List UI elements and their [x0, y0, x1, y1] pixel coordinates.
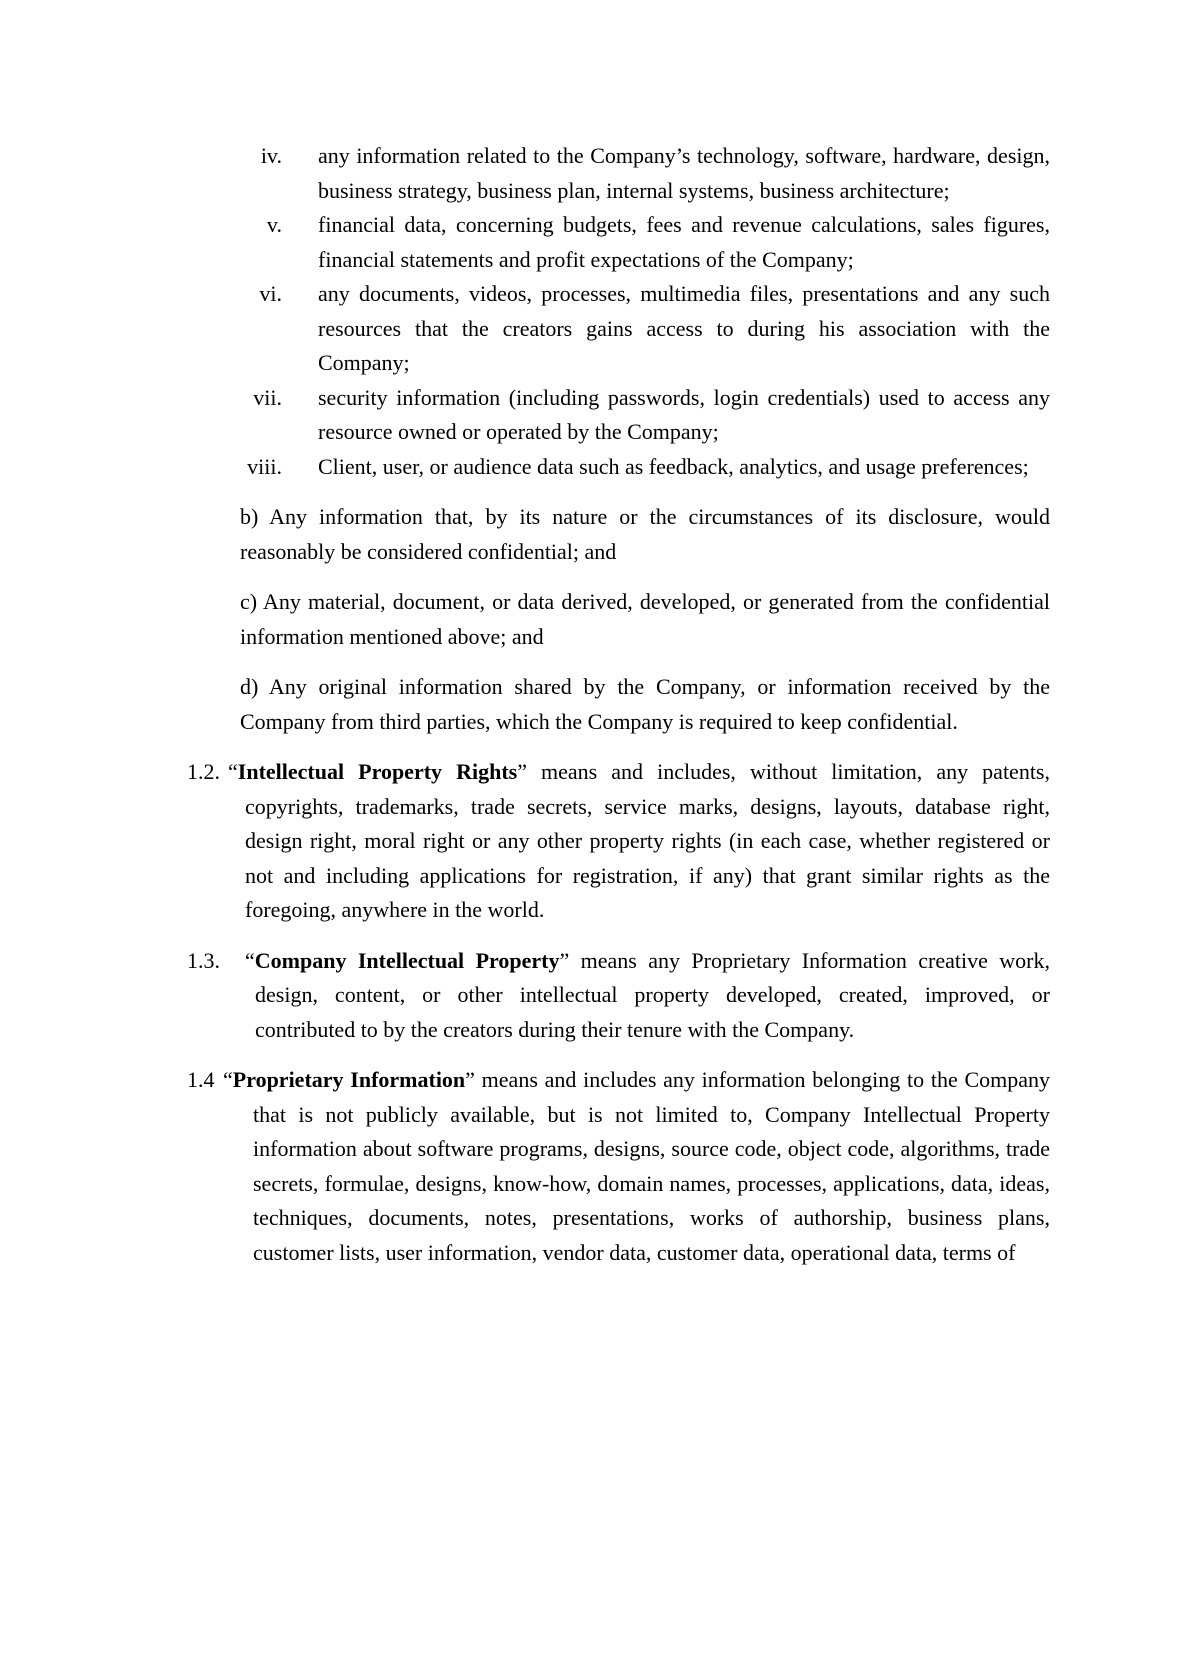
- list-item-text: any documents, videos, processes, multimedia files, presentations and any such resources that the creators gains access to during his association with the Company;: [318, 281, 1050, 375]
- section-1-3: [0, 944, 1194, 1048]
- list-marker: viii.: [247, 453, 282, 479]
- paragraph-text: Any material, document, or data derived, developed, or generated from the confidential information mentioned above; and: [240, 589, 1050, 649]
- section-text: [223, 1063, 1050, 1270]
- list-item-text: financial data, concerning budgets, fees and revenue calculations, sales figures, financial statements and profit expectations of the Company;: [318, 212, 1050, 272]
- paragraph-d: [240, 670, 1050, 739]
- open-quote: “: [228, 759, 238, 784]
- defined-term: Proprietary Information: [232, 1067, 466, 1092]
- list-marker: vii.: [253, 384, 282, 410]
- paragraph-b: [240, 500, 1050, 569]
- paragraph-label: d): [240, 674, 259, 699]
- list-marker: iv.: [260, 143, 282, 168]
- paragraph-text: Any information that, by its nature or the circumstances of its disclosure, would reasonably be considered confidential; and: [240, 504, 1050, 564]
- list-marker: vi.: [259, 281, 282, 306]
- section-number: 1.2.: [187, 759, 220, 784]
- list-item-iv: [0, 139, 1194, 208]
- list-item-vi: [0, 277, 1194, 381]
- open-quote: “: [245, 947, 255, 973]
- list-item-vii: [0, 381, 1194, 450]
- list-item-text: security information (including passwords, login credentials) used to access any resource owned or operated by the Company;: [318, 384, 1050, 444]
- section-number: 1.4: [187, 1067, 215, 1092]
- list-item-v: [0, 208, 1194, 277]
- section-1-4: [0, 1063, 1194, 1270]
- paragraph-label: c): [240, 589, 258, 614]
- open-quote: “: [223, 1067, 233, 1092]
- definition-text: ” means any Proprietary Information creative work, design, content, or other intellectual property developed, created, improved, or contributed to by the creators during their tenure with the Company.: [255, 947, 1050, 1042]
- list-item-text: Client, user, or audience data such as feedback, analytics, and usage preferences;: [318, 453, 1029, 479]
- defined-term: Company Intellectual Property: [254, 947, 560, 973]
- section-number: 1.3.: [187, 947, 220, 973]
- document-content: [0, 139, 1194, 1270]
- list-item-viii: [0, 450, 1194, 485]
- list-item-text: any information related to the Company’s technology, software, hardware, design, business strategy, business plan, internal systems, business architecture;: [318, 143, 1050, 203]
- definition-text: ” means and includes any information belonging to the Company that is not publicly available, but is not limited to, Company Intellectual Property information about software programs, designs, source code, object code, algorithms, trade secrets, formulae, designs, know-how, domain names, processes, applications, data, ideas, techniques, documents, notes, presentations, works of authorship, business plans, customer lists, user information, vendor data, customer data, operational data, terms of: [253, 1067, 1050, 1265]
- paragraph-label: b): [240, 504, 259, 529]
- section-text: [228, 755, 1050, 928]
- paragraph-c: [240, 585, 1050, 654]
- definition-text: ” means and includes, without limitation, any patents, copyrights, trademarks, trade secrets, service marks, designs, layouts, database right, design right, moral right or any other property rights (in each case, whether registered or not and including applications for registration, if any) that grant similar rights as the foregoing, anywhere in the world.: [245, 759, 1050, 922]
- section-1-2: [0, 755, 1194, 928]
- list-marker: v.: [266, 212, 282, 237]
- paragraph-text: Any original information shared by the Company, or information received by the Company from third parties, which the Company is required to keep confidential.: [240, 674, 1050, 734]
- defined-term: Intellectual Property Rights: [237, 759, 518, 784]
- section-text: [245, 944, 1050, 1048]
